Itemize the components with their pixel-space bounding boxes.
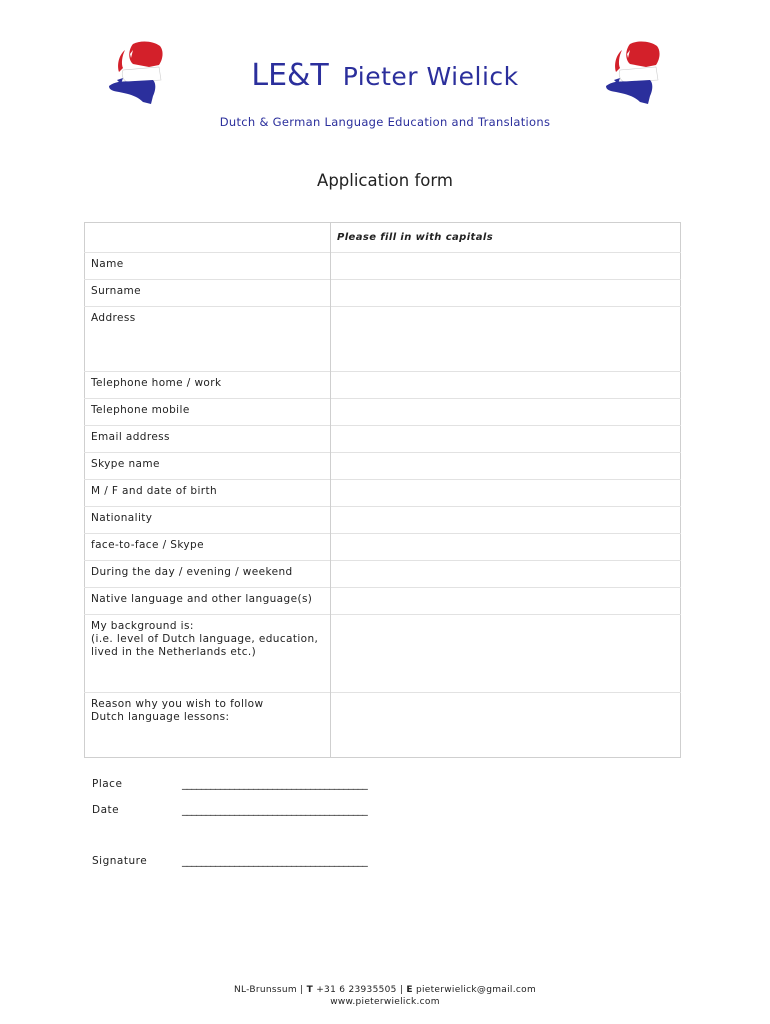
form-hint: Please fill in with capitals	[337, 232, 494, 243]
table-row	[85, 253, 681, 280]
field-label-telephone-mobile: Telephone mobile	[85, 399, 331, 426]
gender-birthdate-field[interactable]	[331, 480, 681, 507]
signature-label: Signature	[92, 855, 148, 867]
name-field[interactable]	[331, 253, 681, 280]
field-label-name: Name	[85, 253, 331, 280]
telephone-home-work-field[interactable]	[331, 372, 681, 399]
table-row	[85, 453, 681, 480]
table-row	[85, 307, 681, 372]
footer-contact-line: NL-Brunssum | T +31 6 23935505 | E pieterwielick@gmail.com	[233, 985, 537, 995]
footer-phone: +31 6 23935505	[316, 985, 397, 995]
time-preference-field[interactable]	[331, 561, 681, 588]
skype-name-field[interactable]	[331, 453, 681, 480]
table-row	[85, 280, 681, 307]
field-label-reason	[85, 693, 331, 758]
field-label-skype-name: Skype name	[85, 453, 331, 480]
tagline: Dutch & German Language Education and Translations	[219, 115, 551, 129]
email-field[interactable]	[331, 426, 681, 453]
brand-mark: LE&T	[251, 58, 329, 93]
brand-name: Pieter Wielick	[342, 62, 519, 91]
reason-field[interactable]	[331, 693, 681, 758]
background-label-line: My background is:	[91, 620, 194, 632]
table-row	[85, 561, 681, 588]
table-row	[85, 693, 681, 758]
field-label-surname: Surname	[85, 280, 331, 307]
reason-label-line: Dutch language lessons:	[91, 711, 230, 723]
background-label-line: (i.e. level of Dutch language, education,	[91, 633, 319, 645]
table-row	[85, 588, 681, 615]
field-label-telephone-home-work: Telephone home / work	[85, 372, 331, 399]
telephone-mobile-field[interactable]	[331, 399, 681, 426]
date-line[interactable]: _______________________________________	[182, 804, 368, 816]
footer-phone-prefix: T	[306, 985, 314, 995]
field-label-gender-birthdate: M / F and date of birth	[85, 480, 331, 507]
footer-website[interactable]: www.pieterwielick.com	[330, 997, 440, 1007]
place-row	[92, 778, 368, 790]
field-label-nationality: Nationality	[85, 507, 331, 534]
table-row	[85, 426, 681, 453]
field-label-address: Address	[85, 307, 331, 372]
place-line[interactable]: _______________________________________	[182, 778, 368, 790]
field-label-time-preference: During the day / evening / weekend	[85, 561, 331, 588]
footer-email-prefix: E	[406, 985, 413, 995]
footer-email[interactable]: pieterwielick@gmail.com	[415, 985, 537, 995]
table-row	[85, 534, 681, 561]
table-row	[85, 372, 681, 399]
form-header-row	[85, 223, 681, 253]
table-row	[85, 615, 681, 693]
date-label: Date	[92, 804, 120, 816]
footer-location: NL-Brunssum	[233, 985, 297, 995]
signature-line[interactable]: _______________________________________	[182, 855, 368, 867]
place-label: Place	[92, 778, 123, 790]
nationality-field[interactable]	[331, 507, 681, 534]
brand-title	[0, 58, 770, 93]
table-row	[85, 507, 681, 534]
table-row	[85, 399, 681, 426]
reason-label-line: Reason why you wish to follow	[91, 698, 264, 710]
application-form-table	[84, 222, 681, 758]
signature-row	[92, 855, 368, 867]
footer	[0, 984, 770, 1008]
table-row	[85, 480, 681, 507]
address-field[interactable]	[331, 307, 681, 372]
field-label-lesson-mode: face-to-face / Skype	[85, 534, 331, 561]
field-label-languages: Native language and other language(s)	[85, 588, 331, 615]
field-label-background	[85, 615, 331, 693]
background-label-line: lived in the Netherlands etc.)	[91, 646, 257, 658]
surname-field[interactable]	[331, 280, 681, 307]
date-row	[92, 804, 368, 816]
background-field[interactable]	[331, 615, 681, 693]
lesson-mode-field[interactable]	[331, 534, 681, 561]
languages-field[interactable]	[331, 588, 681, 615]
form-header-blank	[85, 223, 331, 253]
field-label-email: Email address	[85, 426, 331, 453]
page-title: Application form	[317, 171, 453, 190]
